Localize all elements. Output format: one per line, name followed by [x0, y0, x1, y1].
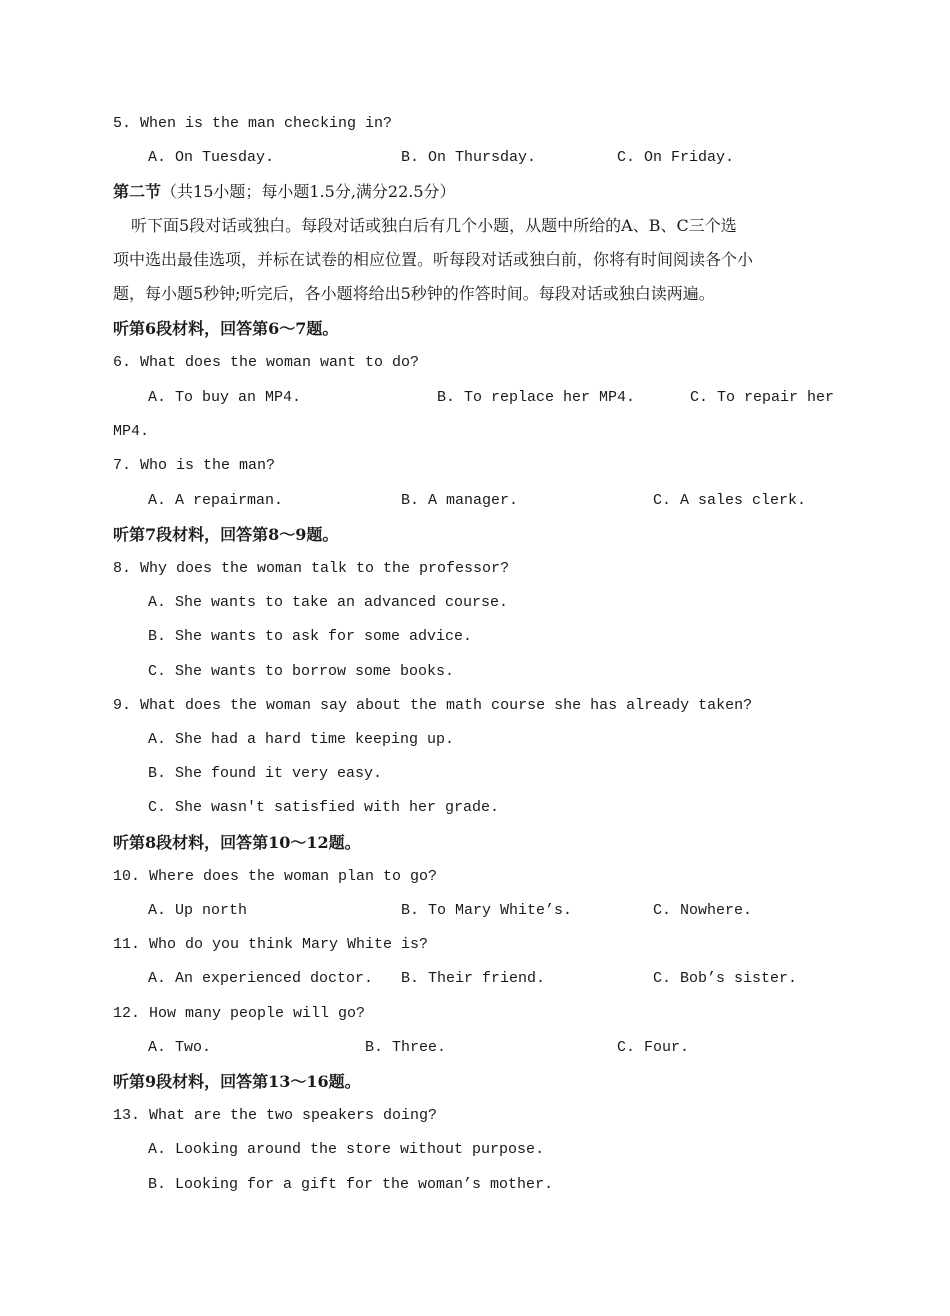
question-5-stem: 5. When is the man checking in?: [113, 115, 393, 132]
question-10-option-b: B. To Mary White’s.: [401, 902, 573, 919]
instructions-line-3: 题，每小题5秒钟;听完后，各小题将给出5秒钟的作答时间。每段对话或独白读两遍。: [113, 284, 715, 303]
section-2-header: [113, 182, 456, 202]
question-7-option-a: A. A repairman.: [148, 492, 284, 509]
question-7-stem: 7. Who is the man?: [113, 457, 276, 474]
question-9-option-c: C. She wasn't satisfied with her grade.: [148, 799, 500, 816]
question-12-option-a: A. Two.: [148, 1039, 212, 1056]
question-11-option-b: B. Their friend.: [401, 970, 546, 987]
question-8-option-c: C. She wants to borrow some books.: [148, 663, 455, 680]
passage-6-heading: 听第6段材料，回答第6～7题。: [113, 319, 339, 338]
passage-9-heading: 听第9段材料，回答第13～16题。: [113, 1072, 361, 1091]
question-6-stem: 6. What does the woman want to do?: [113, 354, 420, 371]
question-11-option-c: C. Bob’s sister.: [653, 970, 798, 987]
section-2-title: 第二节: [113, 182, 162, 201]
question-11-stem: 11. Who do you think Mary White is?: [113, 936, 429, 953]
question-13-option-a: A. Looking around the store without purpose.: [148, 1141, 545, 1158]
question-13-option-b: B. Looking for a gift for the woman’s mother.: [148, 1176, 554, 1193]
question-10-stem: 10. Where does the woman plan to go?: [113, 868, 438, 885]
question-6-option-c-continued: MP4.: [113, 423, 150, 440]
question-6-option-c: C. To repair her: [690, 389, 835, 406]
question-6-option-a: A. To buy an MP4.: [148, 389, 302, 406]
question-5-option-a: A. On Tuesday.: [148, 149, 275, 166]
question-12-option-b: B. Three.: [365, 1039, 447, 1056]
question-6-option-b: B. To replace her MP4.: [437, 389, 636, 406]
question-5-option-b: B. On Thursday.: [401, 149, 537, 166]
question-12-stem: 12. How many people will go?: [113, 1005, 366, 1022]
passage-7-heading: 听第7段材料，回答第8～9题。: [113, 525, 339, 544]
question-7-option-b: B. A manager.: [401, 492, 519, 509]
section-2-note: （共15小题；每小题1.5分,满分22.5分）: [161, 182, 456, 201]
question-9-option-a: A. She had a hard time keeping up.: [148, 731, 455, 748]
instructions-line-1: 听下面5段对话或独白。每段对话或独白后有几个小题，从题中所给的A、B、C三个选: [131, 216, 737, 235]
question-10-option-c: C. Nowhere.: [653, 902, 753, 919]
question-5-option-c: C. On Friday.: [617, 149, 735, 166]
question-8-option-b: B. She wants to ask for some advice.: [148, 628, 473, 645]
question-10-option-a: A. Up north: [148, 902, 248, 919]
question-12-option-c: C. Four.: [617, 1039, 690, 1056]
question-13-stem: 13. What are the two speakers doing?: [113, 1107, 438, 1124]
question-8-option-a: A. She wants to take an advanced course.: [148, 594, 509, 611]
question-11-option-a: A. An experienced doctor.: [148, 970, 374, 987]
question-8-stem: 8. Why does the woman talk to the professor?: [113, 560, 510, 577]
passage-8-heading: 听第8段材料，回答第10～12题。: [113, 833, 361, 852]
question-7-option-c: C. A sales clerk.: [653, 492, 807, 509]
question-9-stem: 9. What does the woman say about the math course she has already taken?: [113, 697, 753, 714]
question-9-option-b: B. She found it very easy.: [148, 765, 383, 782]
instructions-line-2: 项中选出最佳选项，并标在试卷的相应位置。听每段对话或独白前，你将有时间阅读各个小: [113, 250, 754, 269]
